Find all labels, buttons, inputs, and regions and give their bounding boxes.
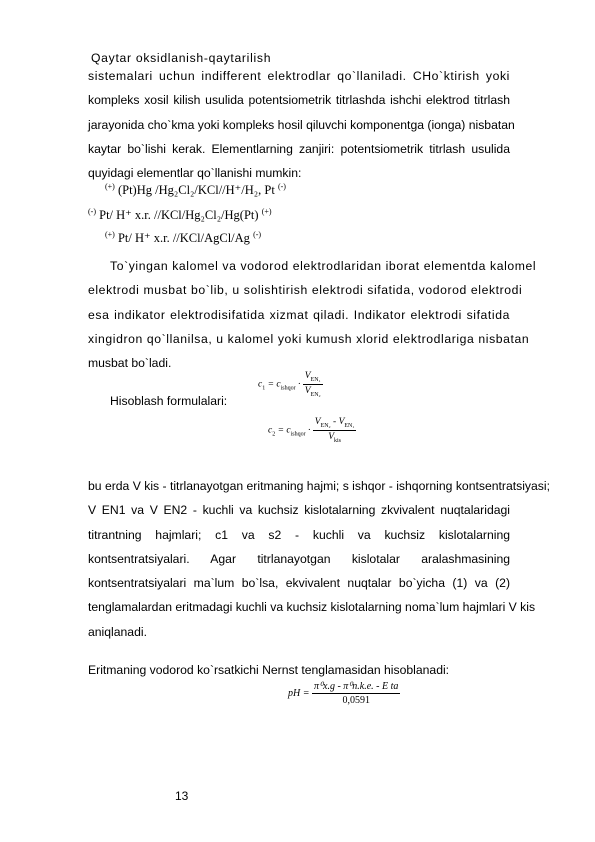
cell-notation-2 — [88, 207, 272, 223]
fraction: $\frac{\text{π⁰x.g - π⁰n.k.e. - E ta}}{0,0591}$ — [313, 681, 399, 706]
fraction: $\frac{V_{EN_1}}{V_{EN_2}}$ — [304, 371, 321, 398]
paragraph-definitions — [88, 474, 550, 644]
text-line: tenglamalardan eritmadagi kuchli va kuchsiz kislotalarning noma`lum hajmlari V kis — [88, 600, 536, 615]
text-line: musbat bo`ladi. — [88, 356, 172, 371]
negative-sign: (-) — [277, 182, 286, 191]
formula-c2: $c_2 = c_{ishqor}$ · $\frac{V_{EN_2} - V_{EN_1}}{V_{kis}}$ — [268, 417, 355, 444]
text-line: kompleks xosil kilish usulida potentsiometrik titrlashda ishchi elektrod titrlash — [88, 93, 510, 108]
text-line: kontsentratsiyalari ma`lum bo`lsa, ekvivalent nuqtalar bo`yicha (1) va (2) — [88, 576, 510, 591]
cell-notation-text: Pt/ H⁺ x.r. //KCl/AgCl/Ag — [117, 231, 250, 246]
paragraph-electrodes — [88, 254, 537, 375]
text-line: sistemalari uchun indifferent elektrodlar qo`llaniladi. CHo`ktirish yoki — [88, 69, 510, 83]
text-line: xingidron qo`llanilsa, u kalomel yoki kumush xlorid elektrodlariga nisbatan — [88, 331, 530, 346]
cell-notation-text: (Pt)Hg /Hg₂Cl₂/KCl//H⁺/H₂, Pt — [117, 183, 275, 198]
text-line: kaytar bo`lishi kerak. Elementlarning zanjiri: potentsiometrik titrlash usulida — [88, 141, 510, 156]
text-line: jarayonida cho`kma yoki kompleks hosil qiluvchi komponentga (ionga) nisbatan — [88, 117, 515, 132]
text-line: kontsentratsiyalari. Agar titrlanayotgan kislotalar aralashmasining — [88, 551, 510, 566]
cell-notation-1 — [105, 182, 286, 198]
paragraph-intro — [88, 64, 515, 185]
text-line: quyidagi elementlar qo`llanishi mumkin: — [88, 166, 302, 181]
formulas-label: Hisoblash formulalari: — [110, 394, 228, 408]
formula-ph: pH = $\frac{\text{π⁰x.g - π⁰n.k.e. - E ta}}{0,0591}$ — [288, 681, 399, 706]
section-heading: Qaytar oksidlanish-qaytarilish — [91, 51, 272, 65]
negative-sign: (-) — [253, 230, 262, 239]
positive-sign: (+) — [261, 207, 272, 216]
text-line: elektrodi musbat bo`lib, u solishtirish elektrodi sifatida, vodorod elektrodi — [88, 283, 523, 298]
formula-c1: $c_1 = c_{ishqor}$ · $\frac{V_{EN_1}}{V_{EN_2}}$ — [258, 371, 321, 398]
text-line: bu erda V kis - titrlanayotgan eritmaning hajmi; s ishqor - ishqorning kontsentratsiyasi; — [88, 479, 550, 493]
page-number: 13 — [175, 789, 189, 803]
nernst-intro: Eritmaning vodorod ko`rsatkichi Nernst tenglamasidan hisoblanadi: — [88, 663, 450, 677]
cell-notation-text: Pt/ H⁺ x.r. //KCl/Hg₂Cl₂/Hg(Pt) — [99, 208, 259, 223]
negative-sign: (-) — [88, 207, 96, 216]
fraction: $\frac{V_{EN_2} - V_{EN_1}}{V_{kis}}$ — [314, 417, 355, 444]
text-line: esa indikator elektrodisifatida xizmat qiladi. Indikator elektrodi sifatida — [88, 307, 510, 322]
text-line: aniqlanadi. — [88, 624, 147, 639]
text-line: V EN1 va V EN2 - kuchli va kuchsiz kislotalarning zkvivalent nuqtalaridagi — [88, 503, 510, 518]
positive-sign: (+) — [105, 230, 115, 239]
cell-notation-3 — [105, 230, 261, 246]
positive-sign: (+) — [105, 182, 115, 191]
text-line: To`yingan kalomel va vodorod elektrodlaridan iborat elementda kalomel — [110, 259, 537, 273]
text-line: titrantning hajmlari; c1 va s2 - kuchli va kuchsiz kislotalarning — [88, 527, 510, 542]
